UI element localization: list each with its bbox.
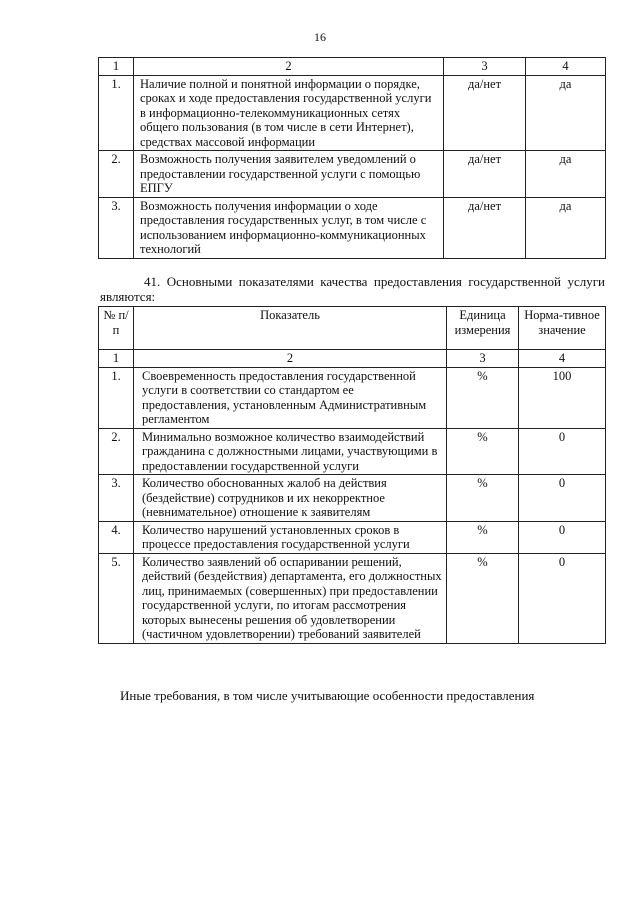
table-row	[99, 521, 606, 553]
row-value: 0	[519, 428, 606, 475]
row-unit: %	[447, 553, 519, 643]
row-unit: да/нет	[444, 151, 526, 198]
row-value: 0	[519, 553, 606, 643]
paragraph-41: 41. Основными показателями качества предоставления государственной услуги являются:	[100, 274, 605, 304]
col-header-norm: Норма-тивное значение	[519, 307, 606, 350]
row-unit: %	[447, 475, 519, 522]
index-cell: 1	[99, 350, 134, 368]
table-row	[99, 151, 606, 198]
index-cell: 1	[99, 58, 134, 76]
row-value: 0	[519, 521, 606, 553]
index-cell: 4	[519, 350, 606, 368]
row-unit: да/нет	[444, 75, 526, 151]
row-number: 2.	[99, 428, 134, 475]
col-header-unit: Единица измерения	[447, 307, 519, 350]
row-unit: %	[447, 367, 519, 428]
row-value: да	[526, 151, 606, 198]
row-value: да	[526, 197, 606, 258]
row-unit: %	[447, 521, 519, 553]
row-number: 2.	[99, 151, 134, 198]
service-quality-table	[98, 57, 606, 259]
index-cell: 4	[526, 58, 606, 76]
row-text: Своевременность предоставления государственной услуги в соответствии со стандартом ее предоставления, установленным Административным регламентом	[134, 367, 447, 428]
table-row	[99, 367, 606, 428]
index-cell: 2	[134, 350, 447, 368]
table-row	[99, 428, 606, 475]
index-cell: 3	[447, 350, 519, 368]
row-text: Количество обоснованных жалоб на действия (бездействие) сотрудников и их некорректное (невнимательное) отношение к заявителям	[134, 475, 447, 522]
row-number: 1.	[99, 367, 134, 428]
quality-indicators-table	[98, 306, 606, 644]
table-index-row	[99, 350, 606, 368]
index-cell: 2	[134, 58, 444, 76]
table-row	[99, 553, 606, 643]
col-header-num: № п/п	[99, 307, 134, 350]
row-unit: да/нет	[444, 197, 526, 258]
row-unit: %	[447, 428, 519, 475]
row-text: Минимально возможное количество взаимодействий гражданина с должностными лицами, участвующими в предоставлении государственной услуги	[134, 428, 447, 475]
row-number: 1.	[99, 75, 134, 151]
row-number: 5.	[99, 553, 134, 643]
table-row	[99, 197, 606, 258]
row-value: да	[526, 75, 606, 151]
table-row	[99, 475, 606, 522]
row-text: Наличие полной и понятной информации о порядке, сроках и ходе предоставления государственной услуги в информационно-телекоммуникационных сетях общего пользования (в том числе в сети Интернет), средствах массовой информации	[134, 75, 444, 151]
row-text: Количество нарушений установленных сроков в процессе предоставления государственной услуги	[134, 521, 447, 553]
col-header-indicator: Показатель	[134, 307, 447, 350]
index-cell: 3	[444, 58, 526, 76]
row-text: Возможность получения информации о ходе предоставления государственных услуг, в том числе с использованием информационно-коммуникационных технологий	[134, 197, 444, 258]
tail-paragraph: Иные требования, в том числе учитывающие особенности предоставления	[120, 688, 535, 703]
row-value: 0	[519, 475, 606, 522]
row-text: Возможность получения заявителем уведомлений о предоставлении государственной услуги с помощью ЕПГУ	[134, 151, 444, 198]
table-row	[99, 75, 606, 151]
row-value: 100	[519, 367, 606, 428]
row-text: Количество заявлений об оспаривании решений, действий (бездействия) департамента, его должностных лиц, принимаемых (совершенных) при предоставлении государственной услуги, по итогам рассмотрения которых вынесены решения об удовлетворении (частичном удовлетворении) требований заявителей	[134, 553, 447, 643]
table-index-row	[99, 58, 606, 76]
row-number: 3.	[99, 197, 134, 258]
table-header-row	[99, 307, 606, 350]
row-number: 3.	[99, 475, 134, 522]
row-number: 4.	[99, 521, 134, 553]
page-number: 16	[314, 30, 326, 44]
